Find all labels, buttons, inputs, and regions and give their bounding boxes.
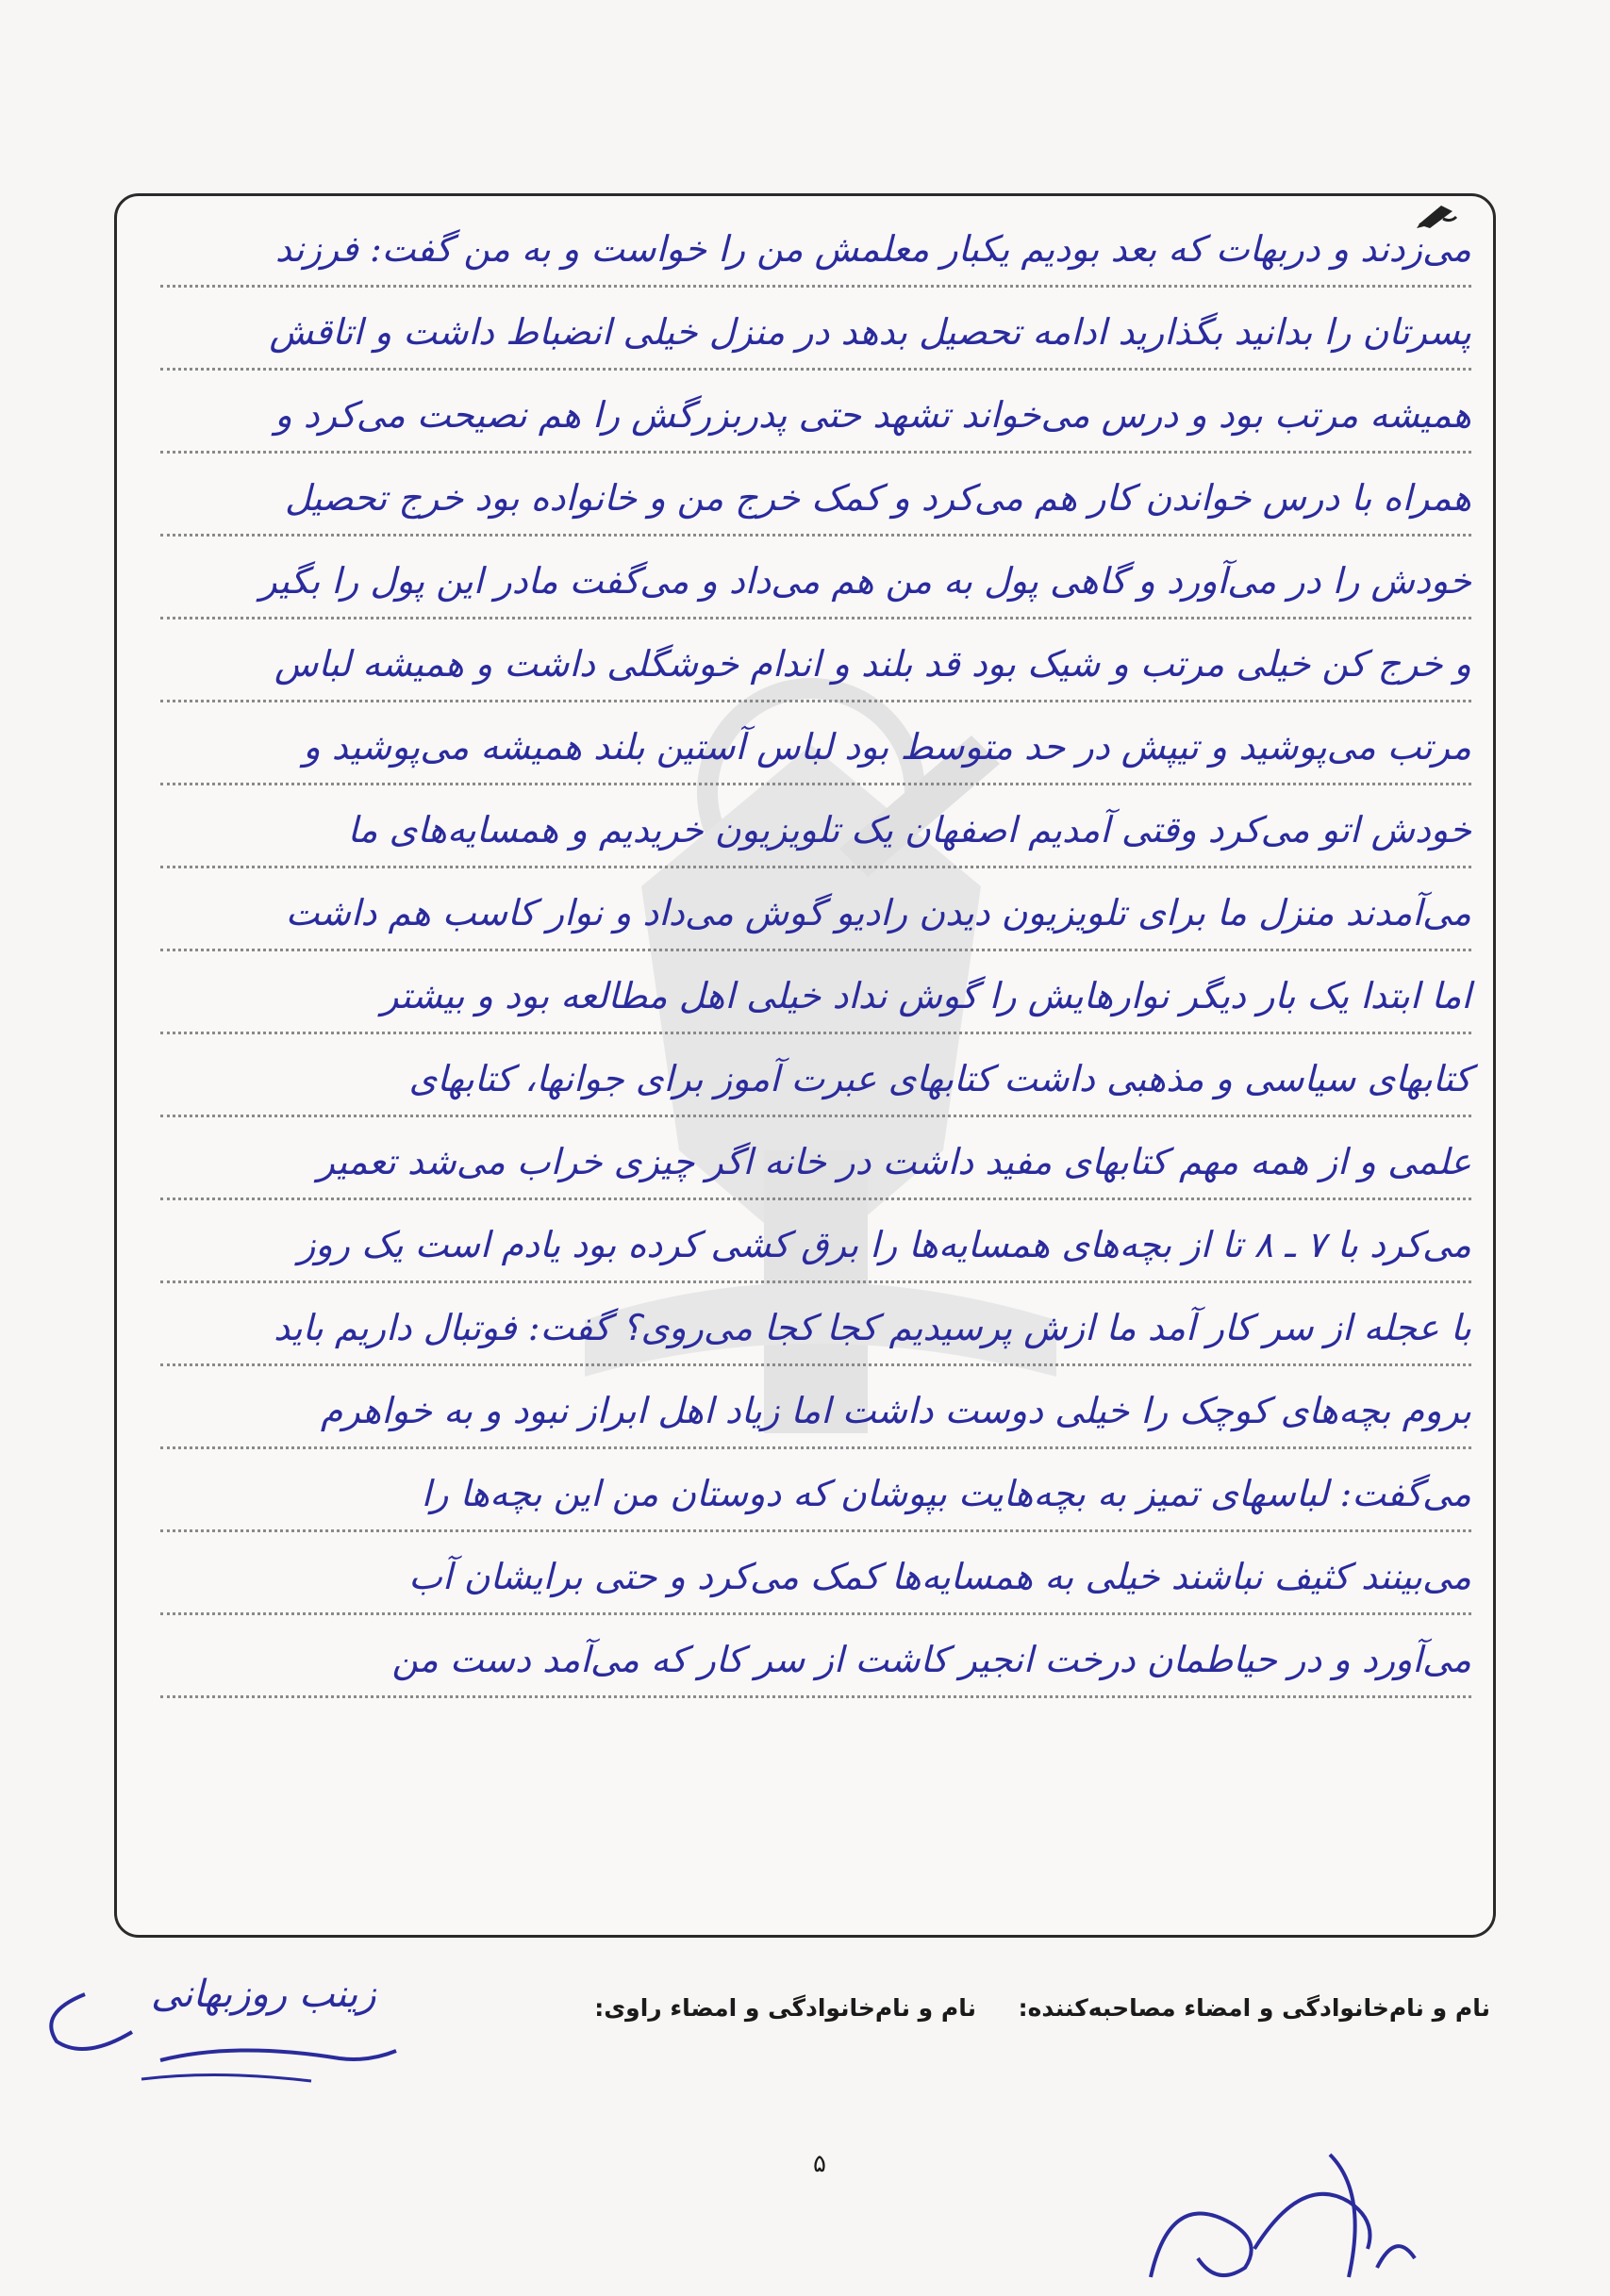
transcript-line: پسرتان را بدانید بگذارید ادامه تحصیل بدهد در منزل خیلی انضباط داشت و اتاقش: [160, 290, 1471, 371]
transcript-lines: [160, 207, 1471, 1701]
interviewer-label: نام و نام‌خانوادگی و امضاء مصاحبه‌کننده:: [1018, 1994, 1490, 2022]
transcript-line: بروم بچه‌های کوچک را خیلی دوست داشت اما زیاد اهل ابراز نبود و به خواهرم: [160, 1369, 1471, 1449]
transcript-line: مرتب می‌پوشید و تیپش در حد متوسط بود لباس آستین بلند همیشه می‌پوشید و: [160, 705, 1471, 785]
transcript-line: و خرج کن خیلی مرتب و شیک بود قد بلند و اندام خوشگلی داشت و همیشه لباس: [160, 622, 1471, 702]
page-number: ۵: [813, 2150, 826, 2178]
transcript-line: می‌آمدند منزل ما برای تلویزیون دیدن رادیو گوش می‌داد و نوار کاسب هم داشت: [160, 871, 1471, 951]
transcript-line: می‌بینند کثیف نباشند خیلی به همسایه‌ها کمک می‌کرد و حتی برایشان آب: [160, 1535, 1471, 1615]
transcript-line: کتابهای سیاسی و مذهبی داشت کتابهای عبرت آموز برای جوانها، کتابهای: [160, 1037, 1471, 1117]
narrator-name: زینب روزبهانی: [151, 1973, 376, 2016]
transcript-line: می‌کرد با ۷ ـ ۸ تا از بچه‌های همسایه‌ها را برق کشی کرده بود یادم است یک روز: [160, 1203, 1471, 1283]
narrator-label: نام و نام‌خانوادگی و امضاء راوی:: [594, 1994, 976, 2022]
transcript-line: با عجله از سر کار آمد ما ازش پرسیدیم کجا کجا می‌روی؟ گفت: فوتبال داریم باید: [160, 1286, 1471, 1366]
transcript-line: می‌زدند و دربهات که بعد بودیم یکبار معلمش من را خواست و به من گفت: فرزند: [160, 207, 1471, 288]
transcript-line: همراه با درس خواندن کار هم می‌کرد و کمک خرج من و خانواده بود خرج تحصیل: [160, 456, 1471, 537]
transcript-line: علمی و از همه مهم کتابهای مفید داشت در خانه اگر چیزی خراب می‌شد تعمیر: [160, 1120, 1471, 1200]
transcript-line: خودش اتو می‌کرد وقتی آمدیم اصفهان یک تلویزیون خریدیم و همسایه‌های ما: [160, 788, 1471, 868]
narrator-signature: [28, 1975, 424, 2098]
transcript-line: می‌گفت: لباسهای تمیز به بچه‌هایت بپوشان که دوستان من این بچه‌ها را: [160, 1452, 1471, 1532]
transcript-line: همیشه مرتب بود و درس می‌خواند تشهد حتی پدربزرگش را هم نصیحت می‌کرد و: [160, 373, 1471, 454]
transcript-line: می‌آورد و در حیاطمان درخت انجیر کاشت از سر کار که می‌آمد دست من: [160, 1618, 1471, 1698]
interviewer-signature: [1113, 2136, 1424, 2291]
transcript-line: اما ابتدا یک بار دیگر نوارهایش را گوش نداد خیلی اهل مطالعه بود و بیشتر: [160, 954, 1471, 1034]
transcript-line: خودش را در می‌آورد و گاهی پول به من هم می‌داد و می‌گفت مادر این پول را بگیر: [160, 539, 1471, 619]
